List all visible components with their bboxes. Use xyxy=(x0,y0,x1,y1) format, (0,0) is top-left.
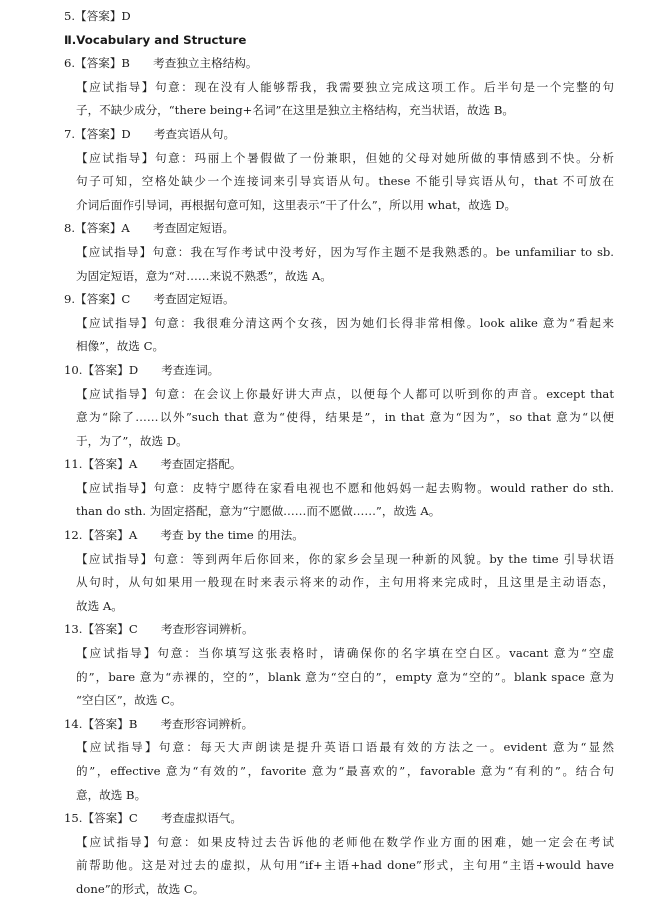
explanation-line: 故选 A。 xyxy=(76,598,123,613)
explanation-line: 【应试指导】句意：每天大声朗读是提升英语口语最有效的方法之一。evident 意为“显然 xyxy=(76,740,614,755)
explanation-line: 的”，bare 意为“赤裸的，空的”，blank 意为“空白的”，empty 意为“空的”。blank space 意为 xyxy=(76,669,614,684)
answer-heading: 10.【答案】D 考查连词。 xyxy=(64,362,220,377)
answer-heading: 14.【答案】B 考查形容词辨析。 xyxy=(64,716,254,731)
explanation-line: 前帮助他。这是对过去的虚拟，从句用“if+主语+had done”形式，主句用“主语+would have xyxy=(76,858,614,873)
explanation-line: 相像”，故选 C。 xyxy=(76,339,165,354)
explanation-line: 【应试指导】句意：现在没有人能够帮我，我需要独立完成这项工作。后半句是一个完整的句 xyxy=(76,79,614,94)
explanation-line: 【应试指导】句意：皮特宁愿待在家看电视也不愿和他妈妈一起去购物。would rather do sth. xyxy=(76,480,614,495)
explanation-line: 介词后面作引导词，再根据句意可知，这里表示“干了什么”，所以用 what，故选 D。 xyxy=(76,197,517,212)
answer-heading: 13.【答案】C 考查形容词辨析。 xyxy=(64,622,254,637)
explanation-line: done”的形式，故选 C。 xyxy=(76,881,205,896)
answer-heading: 12.【答案】A 考查 by the time 的用法。 xyxy=(64,528,304,543)
answer-heading: 6.【答案】B 考查独立主格结构。 xyxy=(64,56,258,71)
answer-heading: 15.【答案】C 考查虚拟语气。 xyxy=(64,811,243,826)
explanation-line: 意，故选 B。 xyxy=(76,787,147,802)
answer-heading: 8.【答案】A 考查固定短语。 xyxy=(64,221,235,236)
answer-heading: 7.【答案】D 考查宾语从句。 xyxy=(64,126,236,141)
explanation-line: 【应试指导】句意：玛丽上个暑假做了一份兼职，但她的父母对她所做的事情感到不快。分析 xyxy=(76,150,614,165)
explanation-line: 于，为了”，故选 D。 xyxy=(76,433,188,448)
explanation-line: 的”，effective 意为“有效的”，favorite 意为“最喜欢的”，favorable 意为“有利的”。结合句 xyxy=(76,764,614,778)
explanation-line: 【应试指导】句意：当你填写这张表格时，请确保你的名字填在空白区。vacant 意为“空虚 xyxy=(76,646,614,661)
answer-heading: 11.【答案】A 考查固定搭配。 xyxy=(64,457,242,472)
explanation-line: 从句时，从句如果用一般现在时来表示将来的动作，主句用将来完成时，且这里是主动语态， xyxy=(76,575,614,590)
explanation-line: 【应试指导】句意：我在写作考试中没考好，因为写作主题不是我熟悉的。be unfamiliar to sb. xyxy=(76,244,614,259)
explanation-line: 【应试指导】句意：如果皮特过去告诉他的老师他在数学作业方面的困难，她一定会在考试 xyxy=(76,834,614,849)
explanation-line: 【应试指导】句意：我很难分清这两个女孩，因为她们长得非常相像。look alike 意为“看起来 xyxy=(76,315,614,330)
explanation-line: than do sth. 为固定搭配，意为“宁愿做……而不愿做……”，故选 A。 xyxy=(76,504,441,519)
explanation-line: 【应试指导】句意：等到两年后你回来，你的家乡会呈现一种新的风貌。by the time 引导状语 xyxy=(76,551,614,566)
explanation-line: 意为“除了……以外”such that 意为“使得，结果是”，in that 意为“因为”，so that 意为“以便 xyxy=(76,410,614,425)
explanation-line: 句子可知，空格处缺少一个连接词来引导宾语从句。these 不能引导宾语从句，that 不可放在 xyxy=(76,174,614,189)
explanation-line: “空白区”，故选 C。 xyxy=(76,693,182,708)
section-title: Ⅱ.Vocabulary and Structure xyxy=(64,32,247,47)
answer-heading: 5.【答案】D xyxy=(64,9,131,23)
explanation-line: 【应试指导】句意：在会议上你最好讲大声点，以便每个人都可以听到你的声音。except that xyxy=(76,386,614,401)
explanation-line: 为固定短语，意为“对……来说不熟悉”，故选 A。 xyxy=(76,268,332,283)
explanation-line: 子，不缺少成分，“there being+名词”在这里是独立主格结构，充当状语，故选 B。 xyxy=(76,103,514,118)
answer-heading: 9.【答案】C 考查固定短语。 xyxy=(64,292,235,307)
